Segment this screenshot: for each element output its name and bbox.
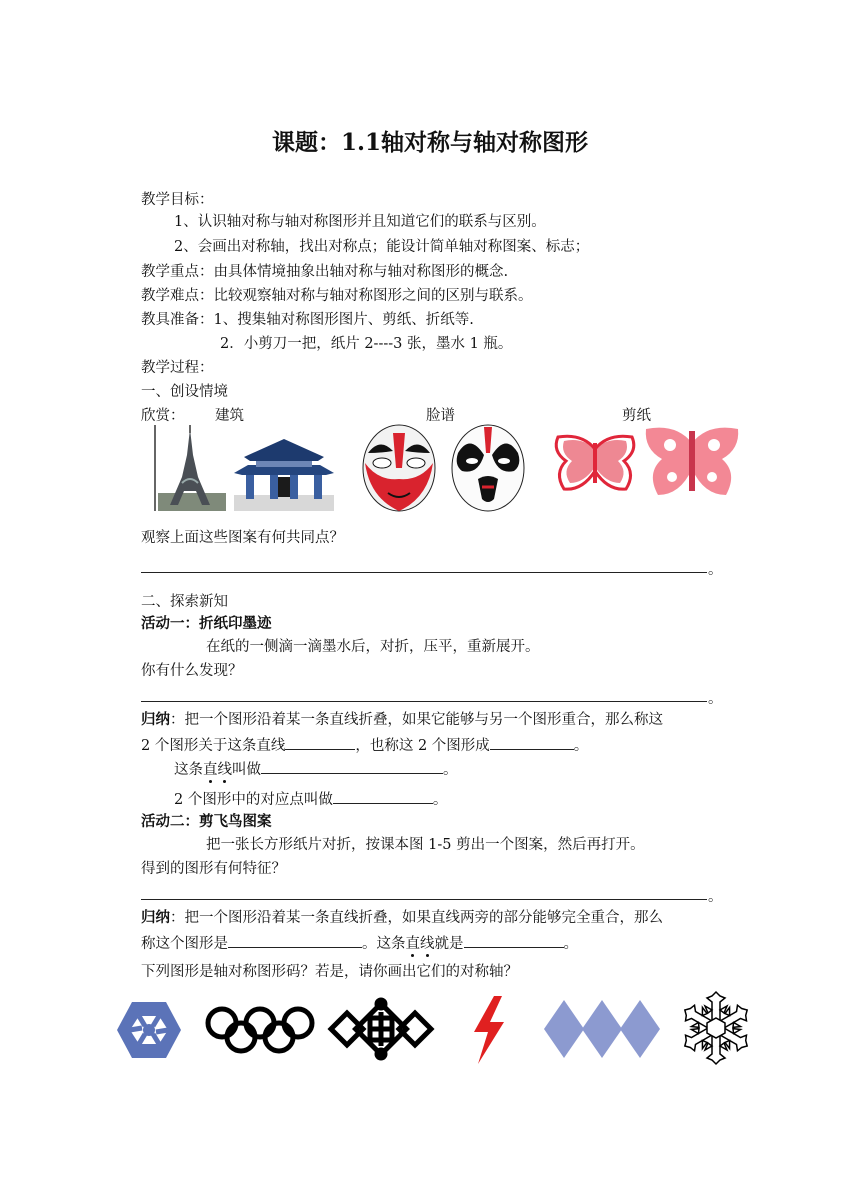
emphasis-char: 直 <box>405 936 420 952</box>
activity2-text: 把一张长方形纸片对折，按课本图 1-5 剪出一个图案，然后再打开。 <box>206 837 645 853</box>
summary1-line-d <box>174 788 447 810</box>
summary1-line-c <box>174 758 458 780</box>
section1-heading: 一、创设情境 <box>141 384 228 400</box>
summary1-text-c3: 。 <box>443 762 458 778</box>
summary1-line-a <box>141 710 663 730</box>
appreciate-label: 欣赏： <box>141 408 185 424</box>
summary2-line-a <box>141 908 663 928</box>
blank-axis-name[interactable] <box>261 758 443 774</box>
summary1-text-d2: 。 <box>432 792 448 808</box>
exercise-prompt: 下列图形是轴对称图形码？若是，请你画出它们的对称轴？ <box>141 964 518 980</box>
summary2-text-b2: 。这条 <box>362 936 406 952</box>
emphasis-char: 直 <box>203 762 218 778</box>
emphasis-char: 线 <box>217 762 232 778</box>
summary1-text-c1: 这条 <box>174 762 203 778</box>
summary1-label: 归纳 <box>141 711 170 728</box>
activity2-title: 活动二：剪飞鸟图案 <box>141 813 272 830</box>
answer-line-3 <box>141 899 707 900</box>
emphasis-char: 线 <box>420 936 435 952</box>
activity2-question: 得到的图形有何特征？ <box>141 861 286 877</box>
blank-symmetry-axis[interactable] <box>464 932 564 948</box>
summary1-text-b3: 。 <box>573 738 589 754</box>
observe-question: 观察上面这些图案有何共同点？ <box>141 530 344 546</box>
three-diamonds-image <box>544 1000 660 1058</box>
blue-bank-logo-image <box>115 1000 183 1060</box>
pink-butterfly-papercut-image <box>642 423 742 499</box>
lightning-bolt-image <box>468 996 510 1064</box>
summary2-text-b4: 。 <box>563 936 578 952</box>
summary1-text-b2: ，也称这 2 个图形成 <box>355 738 490 754</box>
answer-line-2-period: 。 <box>708 691 723 707</box>
chinese-knot-image <box>327 998 435 1060</box>
section2-heading: 二、探索新知 <box>141 594 228 610</box>
key-point: 教学重点：由具体情境抽象出轴对称与轴对称图形的概念. <box>141 264 509 280</box>
objective-1: 1、认识轴对称与轴对称图形并且知道它们的联系与区别。 <box>174 214 546 230</box>
summary2-text-b3: 就是 <box>434 936 464 952</box>
answer-line-2 <box>141 701 707 702</box>
summary1-line-b <box>141 734 588 756</box>
summary1-text-a: ：把一个图形沿着某一条直线折叠，如果它能够与另一个图形重合，那么称这 <box>170 712 663 728</box>
chinese-gate-image <box>234 433 334 511</box>
activity1-title: 活动一：折纸印墨迹 <box>141 615 272 632</box>
summary2-label: 归纳 <box>141 909 170 926</box>
page-title: 课题：1.1轴对称与轴对称图形 <box>271 129 588 156</box>
papercut-label: 剪纸 <box>622 408 651 424</box>
blank-corresponding-point[interactable] <box>333 788 433 804</box>
blank-axis-symmetric[interactable] <box>490 734 574 750</box>
blank-symmetric[interactable] <box>285 734 355 750</box>
difficulty: 教学难点：比较观察轴对称与轴对称图形之间的区别与联系。 <box>141 288 533 304</box>
activity1-text: 在纸的一侧滴一滴墨水后，对折，压平，重新展开。 <box>206 639 540 655</box>
summary2-text-b1: 称这个图形是 <box>141 936 228 952</box>
tools-line-1: 教具准备：1、搜集轴对称图形图片、剪纸、折纸等. <box>141 312 474 328</box>
answer-line-1 <box>141 572 707 573</box>
tools-line-2: 2．小剪刀一把，纸片 2----3 张，墨水 1 瓶。 <box>220 336 513 352</box>
summary1-text-c2: 叫做 <box>232 762 261 778</box>
snowflake-image <box>680 992 752 1064</box>
process-heading: 教学过程： <box>141 360 214 376</box>
blank-axis-symmetric-figure[interactable] <box>228 932 362 948</box>
objective-2: 2、会画出对称轴，找出对称点；能设计简单轴对称图案、标志； <box>174 239 590 255</box>
olympic-rings-image <box>204 1005 316 1053</box>
summary1-text-b1: 2 个图形关于这条直线 <box>141 738 286 754</box>
eiffel-tower-image <box>152 425 228 513</box>
summary1-text-d1: 2 个图形中的对应点叫做 <box>174 792 333 808</box>
red-butterfly-papercut-image <box>552 431 638 495</box>
answer-line-3-period: 。 <box>708 889 723 905</box>
summary2-line-b <box>141 932 578 954</box>
activity1-question: 你有什么发现？ <box>141 663 243 679</box>
red-opera-mask-image <box>360 423 438 513</box>
masks-label: 脸谱 <box>426 408 455 424</box>
architecture-label: 建筑 <box>215 408 244 424</box>
answer-line-1-period: 。 <box>708 562 723 578</box>
summary2-text-a: ：把一个图形沿着某一条直线折叠，如果直线两旁的部分能够完全重合，那么 <box>170 910 663 926</box>
objectives-heading: 教学目标： <box>141 192 214 208</box>
black-white-opera-mask-image <box>448 423 528 513</box>
